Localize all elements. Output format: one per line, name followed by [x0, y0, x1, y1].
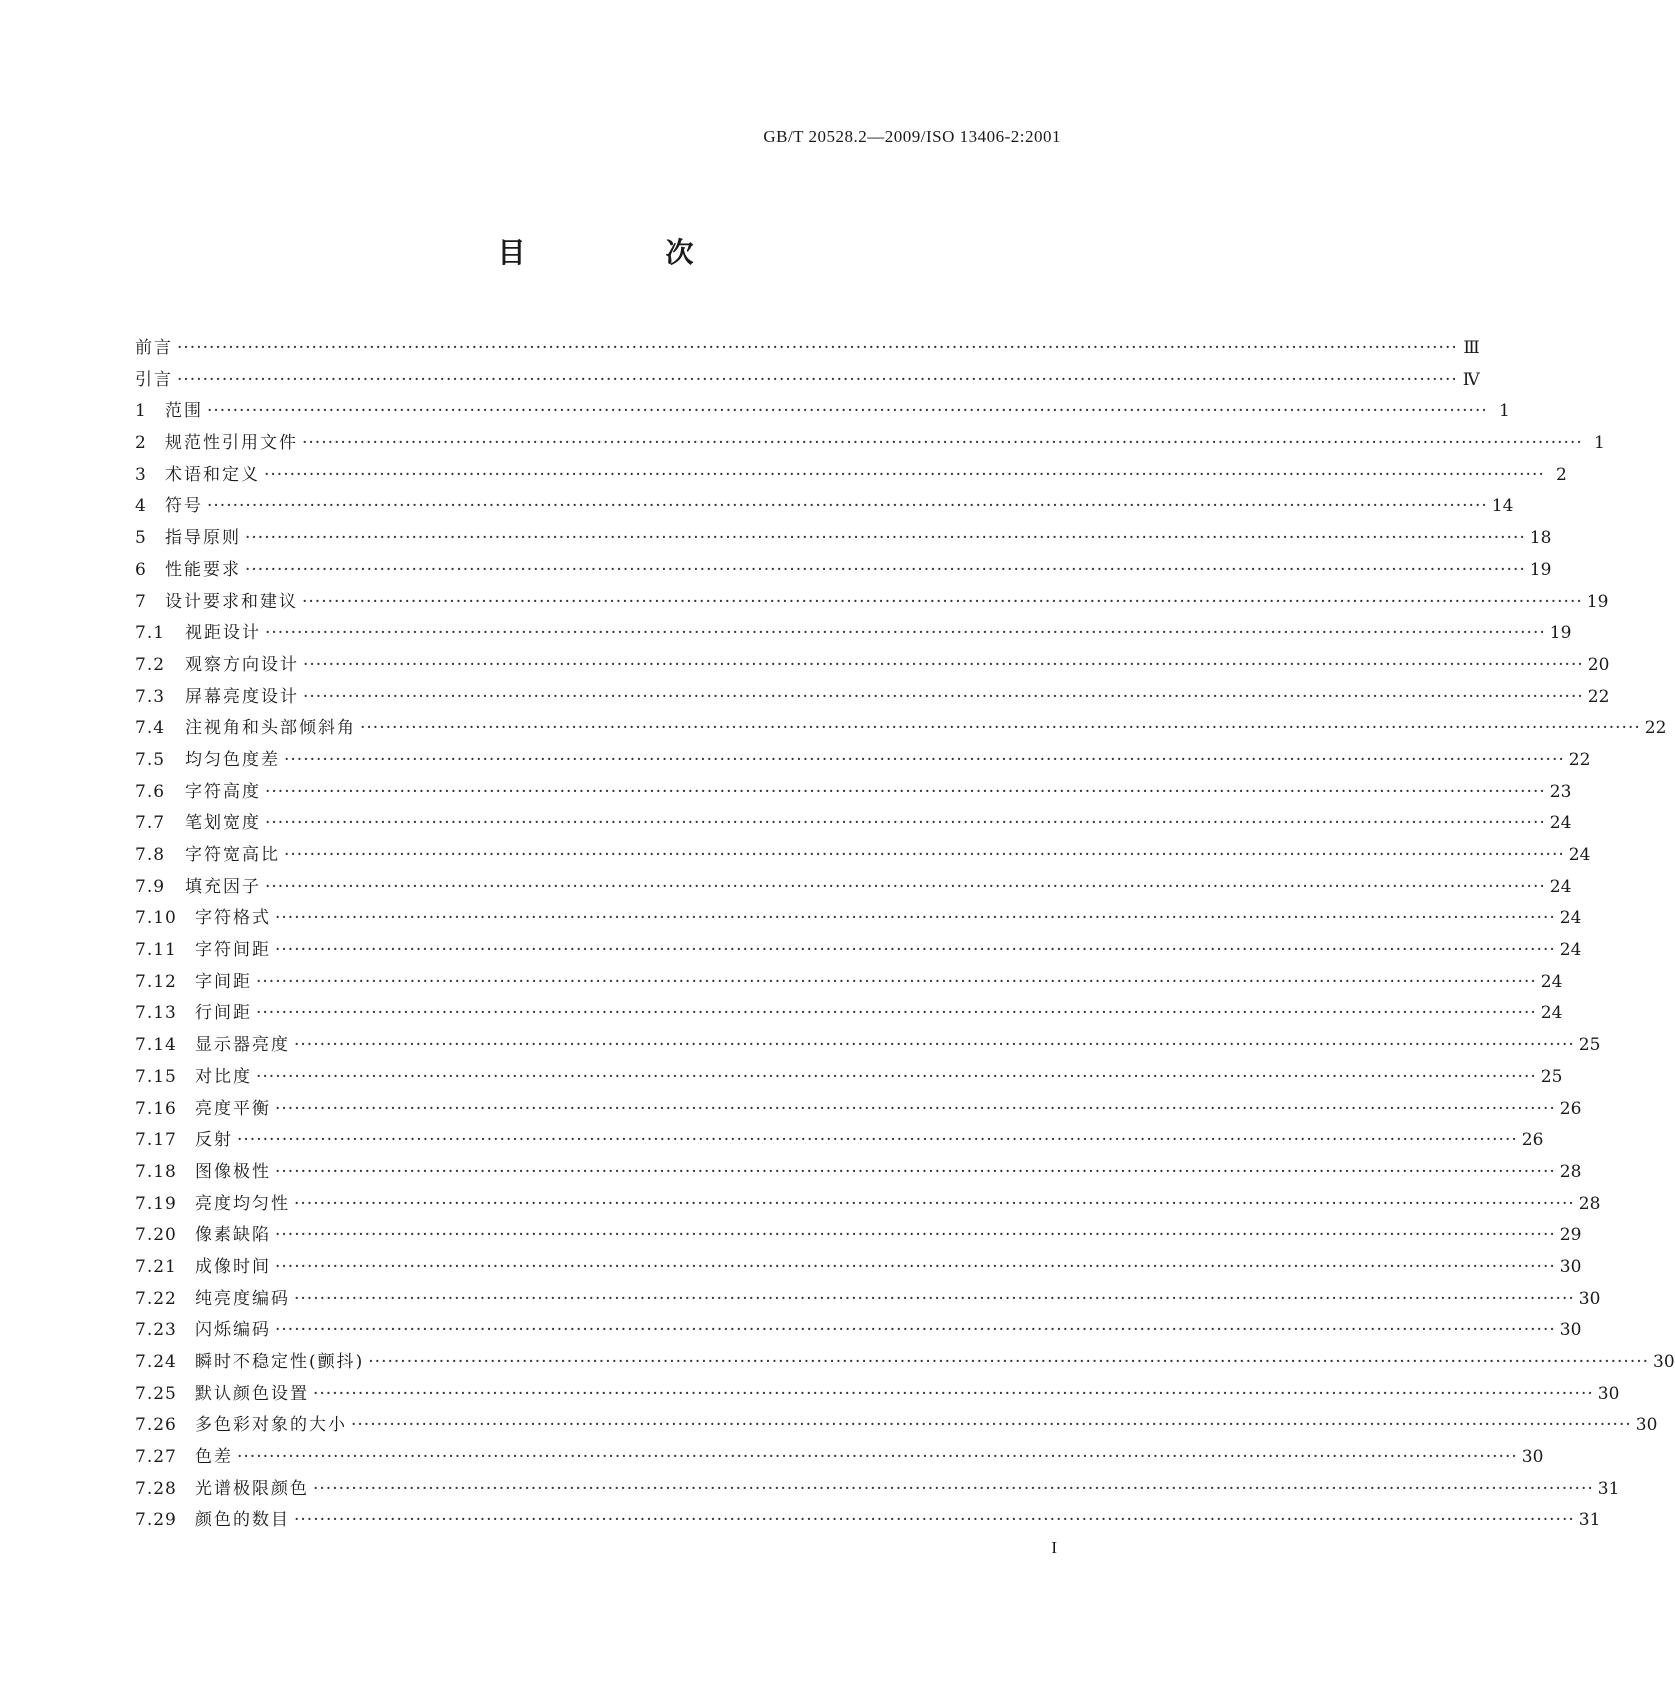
toc-entry-label: 对比度	[195, 1066, 252, 1087]
toc-entry[interactable]	[135, 998, 1563, 1030]
toc-entry[interactable]	[135, 587, 1609, 619]
toc-entry-page: 18	[1529, 528, 1552, 549]
toc-entry-page: 1	[1593, 433, 1605, 454]
toc-leader-dots: ········································································································································································································	[294, 1288, 1575, 1309]
toc-entry-page: 30	[1559, 1320, 1582, 1341]
page-number: I	[1051, 1538, 1057, 1557]
toc-entry-page: 30	[1578, 1288, 1601, 1309]
toc-entry[interactable]	[135, 523, 1552, 555]
toc-leader-dots: ········································································································································································································	[177, 369, 1458, 390]
toc-entry-page: 24	[1568, 845, 1591, 865]
toc-leader-dots: ········································································································································································································	[245, 559, 1526, 580]
toc-leader-dots: ········································································································································································································	[313, 1383, 1594, 1404]
toc-entry-label: 术语和定义	[165, 464, 260, 485]
toc-entry-number: 7.12	[135, 971, 177, 992]
toc-entry-number: 4	[135, 496, 147, 517]
toc-leader-dots: ········································································································································································································	[245, 528, 1526, 549]
toc-entry-page: 30	[1653, 1352, 1675, 1372]
toc-entry-label: 屏幕亮度设计	[185, 686, 299, 707]
toc-entry-number: 7.9	[135, 876, 166, 897]
toc-entry-page: 24	[1559, 940, 1582, 961]
toc-entry-label: 瞬时不稳定性(颤抖)	[195, 1352, 365, 1372]
toc-entry-number: 7.26	[135, 1415, 177, 1436]
toc-entry-page: 22	[1587, 686, 1610, 707]
toc-entry-page: 26	[1521, 1130, 1544, 1151]
toc-leader-dots: ········································································································································································································	[303, 654, 1584, 675]
toc-leader-dots: ········································································································································································································	[313, 1478, 1594, 1499]
toc-entry[interactable]	[135, 555, 1552, 587]
toc-entry-number: 2	[135, 433, 147, 454]
toc-entry[interactable]	[135, 1189, 1601, 1221]
toc-entry-page: Ⅲ	[1463, 338, 1480, 358]
toc-entry-page: 31	[1578, 1510, 1601, 1531]
table-of-contents	[135, 333, 1675, 1537]
toc-entry[interactable]	[135, 1379, 1620, 1411]
toc-leader-dots: ········································································································································································································	[177, 338, 1458, 358]
toc-entry-label: 注视角和头部倾斜角	[185, 718, 356, 739]
toc-leader-dots: ········································································································································································································	[303, 686, 1584, 707]
toc-entry-label: 反射	[195, 1130, 233, 1151]
toc-entry-number: 7.2	[135, 654, 166, 675]
toc-leader-dots: ········································································································································································································	[275, 1320, 1556, 1341]
toc-leader-dots: ········································································································································································································	[275, 1098, 1556, 1119]
toc-entry-page: 22	[1644, 718, 1667, 739]
toc-entry[interactable]	[135, 903, 1582, 935]
toc-entry-number: 7.21	[135, 1256, 177, 1277]
toc-entry-page: 19	[1529, 559, 1552, 580]
toc-leader-dots: ········································································································································································································	[256, 1003, 1537, 1024]
toc-entry-page: 30	[1521, 1447, 1544, 1468]
toc-entry-number: 7	[135, 591, 147, 612]
toc-entry-number: 7.24	[135, 1352, 177, 1372]
toc-leader-dots: ········································································································································································································	[302, 591, 1583, 612]
toc-leader-dots: ········································································································································································································	[265, 813, 1546, 834]
toc-leader-dots: ········································································································································································································	[351, 1415, 1632, 1436]
toc-leader-dots: ········································································································································································································	[207, 401, 1488, 422]
toc-entry-label: 填充因子	[185, 876, 261, 897]
toc-entry-number: 7.7	[135, 813, 166, 834]
toc-leader-dots: ········································································································································································································	[275, 1225, 1556, 1246]
toc-entry[interactable]	[135, 1410, 1658, 1442]
toc-entry-label: 闪烁编码	[195, 1320, 271, 1341]
toc-entry-label: 亮度平衡	[195, 1098, 271, 1119]
toc-entry-number: 7.11	[135, 940, 177, 961]
toc-leader-dots: ········································································································································································································	[256, 971, 1537, 992]
toc-entry-number: 3	[135, 464, 147, 485]
toc-entry-page: 26	[1559, 1098, 1582, 1119]
toc-entry-number: 7.5	[135, 749, 166, 770]
toc-entry[interactable]	[135, 650, 1610, 682]
toc-entry-page: 19	[1586, 591, 1609, 612]
toc-entry-number: 7.16	[135, 1098, 177, 1119]
toc-leader-dots: ········································································································································································································	[265, 781, 1546, 802]
toc-leader-dots: ········································································································································································································	[284, 749, 1565, 770]
toc-entry[interactable]	[135, 428, 1605, 460]
toc-leader-dots: ········································································································································································································	[368, 1352, 1650, 1372]
toc-entry[interactable]	[135, 365, 1480, 397]
toc-entry[interactable]	[135, 682, 1610, 714]
toc-entry-number: 7.15	[135, 1066, 177, 1087]
toc-leader-dots: ········································································································································································································	[294, 1035, 1575, 1056]
toc-entry-page: 28	[1578, 1193, 1601, 1214]
toc-entry[interactable]	[135, 396, 1510, 428]
toc-entry-number: 5	[135, 528, 147, 549]
toc-entry-number: 7.3	[135, 686, 166, 707]
toc-leader-dots: ········································································································································································································	[294, 1193, 1575, 1214]
toc-leader-dots: ········································································································································································································	[275, 1161, 1556, 1182]
standard-code: GB/T 20528.2—2009/ISO 13406-2:2001	[763, 127, 1061, 146]
toc-entry-label: 字符格式	[195, 908, 271, 929]
toc-entry-label: 字符宽高比	[185, 845, 280, 865]
toc-entry-page: 28	[1559, 1161, 1582, 1182]
toc-entry-number: 7.29	[135, 1510, 177, 1531]
toc-entry[interactable]	[135, 1315, 1582, 1347]
toc-entry-label: 指导原则	[165, 528, 241, 549]
toc-leader-dots: ········································································································································································································	[275, 940, 1556, 961]
toc-entry-label: 笔划宽度	[185, 813, 261, 834]
toc-entry[interactable]	[135, 1347, 1675, 1379]
toc-entry-page: Ⅳ	[1462, 369, 1480, 390]
toc-entry-label: 默认颜色设置	[195, 1383, 309, 1404]
toc-entry-label: 图像极性	[195, 1161, 271, 1182]
toc-entry-page: 23	[1549, 781, 1572, 802]
toc-leader-dots: ········································································································································································································	[360, 718, 1641, 739]
toc-entry[interactable]	[135, 967, 1563, 999]
toc-entry[interactable]	[135, 460, 1567, 492]
toc-entry-label: 字间距	[195, 971, 252, 992]
toc-entry-number: 7.1	[135, 623, 166, 644]
toc-entry[interactable]	[135, 618, 1572, 650]
toc-entry-page: 30	[1559, 1256, 1582, 1277]
toc-entry-label: 均匀色度差	[185, 749, 280, 770]
toc-entry-page: 29	[1559, 1225, 1582, 1246]
toc-entry-page: 14	[1491, 496, 1514, 517]
toc-entry[interactable]	[135, 1125, 1544, 1157]
toc-entry-number: 7.20	[135, 1225, 177, 1246]
toc-entry-label: 光谱极限颜色	[195, 1478, 309, 1499]
toc-entry-page: 25	[1578, 1035, 1601, 1056]
toc-entry[interactable]	[135, 1220, 1582, 1252]
toc-entry-page: 24	[1559, 908, 1582, 929]
toc-entry[interactable]	[135, 491, 1514, 523]
toc-leader-dots: ········································································································································································································	[275, 908, 1556, 929]
toc-entry[interactable]	[135, 1284, 1601, 1316]
toc-entry-number: 7.6	[135, 781, 166, 802]
toc-entry-page: 19	[1549, 623, 1572, 644]
toc-entry[interactable]	[135, 808, 1572, 840]
toc-entry-label: 颜色的数目	[195, 1510, 290, 1531]
toc-entry-page: 1	[1498, 401, 1510, 422]
toc-entry-label: 亮度均匀性	[195, 1193, 290, 1214]
toc-entry-page: 24	[1549, 813, 1572, 834]
toc-leader-dots: ········································································································································································································	[256, 1066, 1537, 1087]
toc-entry-number: 7.23	[135, 1320, 177, 1341]
toc-entry-number: 7.28	[135, 1478, 177, 1499]
page-title: 目 次	[497, 236, 750, 269]
toc-entry-number: 7.25	[135, 1383, 177, 1404]
toc-entry-label: 观察方向设计	[185, 654, 299, 675]
toc-entry[interactable]	[135, 713, 1667, 745]
toc-leader-dots: ········································································································································································································	[264, 464, 1545, 485]
toc-entry[interactable]	[135, 935, 1582, 967]
toc-entry-page: 25	[1540, 1066, 1563, 1087]
toc-entry-number: 6	[135, 559, 147, 580]
toc-leader-dots: ········································································································································································································	[294, 1510, 1575, 1531]
toc-entry[interactable]	[135, 872, 1572, 904]
toc-entry-page: 20	[1587, 654, 1610, 675]
toc-entry-page: 31	[1597, 1478, 1620, 1499]
toc-entry-label: 纯亮度编码	[195, 1288, 290, 1309]
toc-leader-dots: ········································································································································································································	[265, 876, 1546, 897]
toc-entry[interactable]	[135, 1474, 1620, 1506]
toc-entry-number: 7.22	[135, 1288, 177, 1309]
toc-entry[interactable]	[135, 745, 1591, 777]
toc-entry-page: 24	[1540, 971, 1563, 992]
toc-entry-number: 7.8	[135, 845, 166, 865]
toc-entry-number: 7.4	[135, 718, 166, 739]
toc-entry-label: 像素缺陷	[195, 1225, 271, 1246]
toc-entry[interactable]	[135, 1062, 1563, 1094]
toc-leader-dots: ········································································································································································································	[284, 845, 1565, 865]
toc-entry-label: 字符间距	[195, 940, 271, 961]
toc-entry-number: 1	[135, 401, 147, 422]
toc-entry-number: 7.17	[135, 1130, 177, 1151]
toc-entry[interactable]	[135, 1442, 1544, 1474]
toc-entry[interactable]	[135, 777, 1572, 809]
toc-entry[interactable]	[135, 1252, 1582, 1284]
toc-entry-number: 7.14	[135, 1035, 177, 1056]
toc-entry[interactable]	[135, 1094, 1582, 1126]
toc-entry-label: 字符高度	[185, 781, 261, 802]
toc-entry-label: 范围	[165, 401, 203, 422]
toc-entry-label: 色差	[195, 1447, 233, 1468]
toc-entry-label: 性能要求	[165, 559, 241, 580]
toc-entry-page: 2	[1555, 464, 1567, 485]
toc-entry-number: 7.18	[135, 1161, 177, 1182]
toc-entry[interactable]	[135, 1030, 1601, 1062]
toc-entry-label: 成像时间	[195, 1256, 271, 1277]
toc-entry-number: 7.13	[135, 1003, 177, 1024]
toc-entry[interactable]	[135, 333, 1480, 365]
toc-entry-page: 24	[1540, 1003, 1563, 1024]
toc-leader-dots: ········································································································································································································	[237, 1447, 1518, 1468]
toc-entry-label: 视距设计	[185, 623, 261, 644]
toc-entry-label: 引言	[135, 369, 173, 390]
toc-entry-label: 显示器亮度	[195, 1035, 290, 1056]
toc-entry-number: 7.19	[135, 1193, 177, 1214]
toc-entry-number: 7.27	[135, 1447, 177, 1468]
toc-entry-page: 22	[1568, 749, 1591, 770]
toc-leader-dots: ········································································································································································································	[207, 496, 1488, 517]
toc-entry-label: 设计要求和建议	[165, 591, 298, 612]
toc-entry-label: 规范性引用文件	[165, 433, 298, 454]
toc-entry[interactable]	[135, 1505, 1601, 1537]
toc-leader-dots: ········································································································································································································	[275, 1256, 1556, 1277]
toc-entry-label: 前言	[135, 338, 173, 358]
toc-entry[interactable]	[135, 840, 1591, 872]
toc-entry-label: 符号	[165, 496, 203, 517]
toc-entry-label: 多色彩对象的大小	[195, 1415, 347, 1436]
toc-entry-page: 24	[1549, 876, 1572, 897]
toc-entry-number: 7.10	[135, 908, 177, 929]
toc-entry[interactable]	[135, 1157, 1582, 1189]
toc-entry-label: 行间距	[195, 1003, 252, 1024]
toc-entry-page: 30	[1635, 1415, 1658, 1436]
toc-leader-dots: ········································································································································································································	[265, 623, 1546, 644]
toc-leader-dots: ········································································································································································································	[302, 433, 1583, 454]
toc-entry-page: 30	[1597, 1383, 1620, 1404]
toc-leader-dots: ········································································································································································································	[237, 1130, 1518, 1151]
